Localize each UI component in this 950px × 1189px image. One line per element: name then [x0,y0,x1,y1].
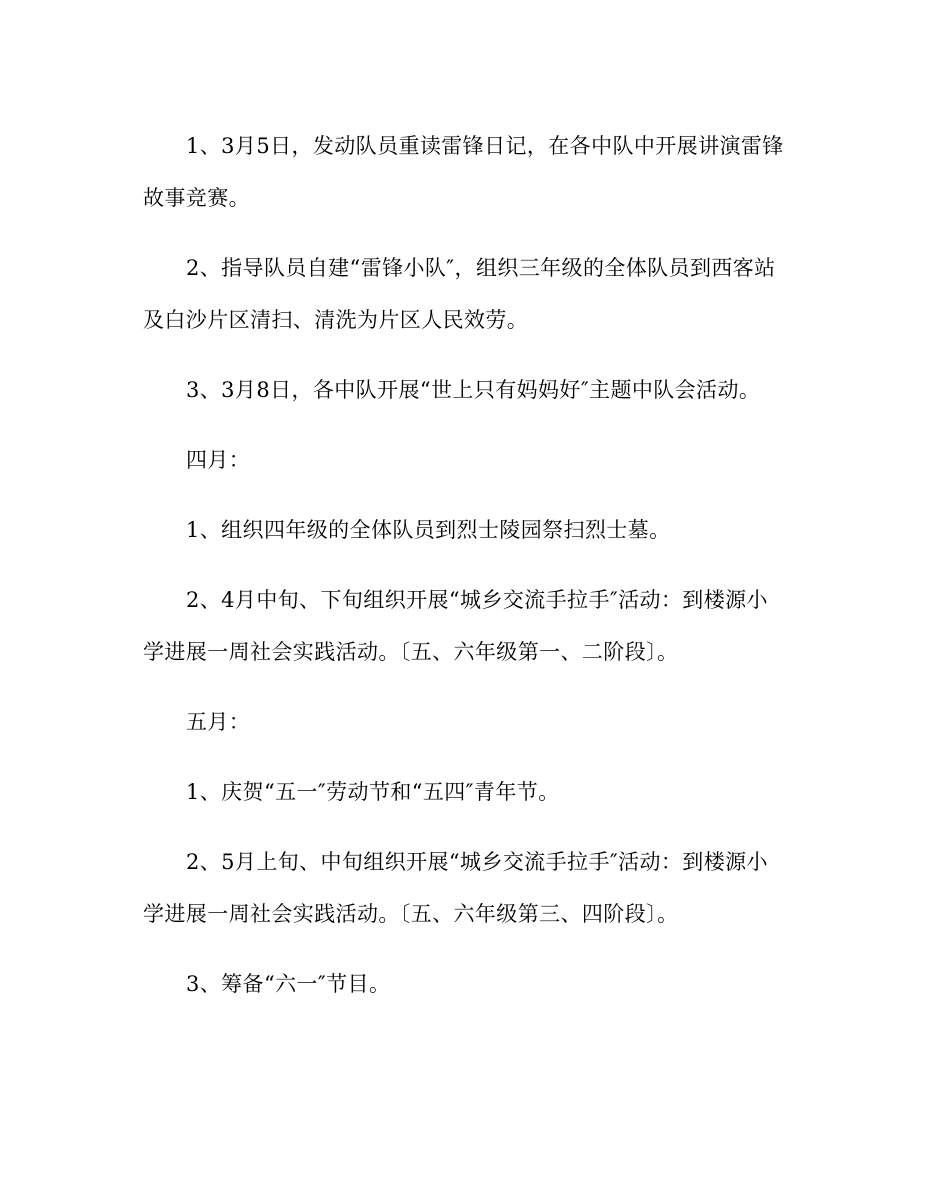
paragraph-line: 1、组织四年级的全体队员到烈士陵园祭扫烈士墓。 [186,518,671,542]
paragraph-line: 2、5月上旬、中旬组织开展“城乡交流手拉手″活动：到楼源小 [186,850,768,874]
paragraph-labor-youth-day [143,766,823,818]
paragraph-children-day-program [143,958,823,1010]
paragraph-april-exchange [143,574,823,678]
paragraph-line: 及白沙片区清扫、清洗为片区人民效劳。 [143,308,529,332]
paragraph-line: 3、3月8日，各中队开展“世上只有妈妈好″主题中队会活动。 [186,378,761,402]
paragraph-march-5-lei-feng-diary [143,120,823,224]
heading-may [143,696,823,748]
heading-april [143,434,823,486]
paragraph-martyrs-cemetery [143,504,823,556]
paragraph-line: 五月： [186,710,251,734]
paragraph-line: 2、4月中旬、下旬组织开展“城乡交流手拉手″活动：到楼源小 [186,588,768,612]
paragraph-line: 3、筹备“六一″节目。 [186,972,391,996]
paragraph-line: 2、指导队员自建“雷锋小队″，组织三年级的全体队员到西客站 [186,256,776,280]
paragraph-line: 学进展一周社会实践活动。〔五、六年级第三、四阶段〕。 [143,902,679,926]
paragraph-line: 四月： [186,448,251,472]
paragraph-line: 1、3月5日，发动队员重读雷锋日记，在各中队中开展讲演雷锋 [186,134,784,158]
paragraph-lei-feng-team [143,242,823,346]
paragraph-line: 故事竞赛。 [143,186,250,210]
paragraph-may-exchange [143,836,823,940]
paragraph-line: 1、庆贺“五一″劳动节和“五四″青年节。 [186,780,560,804]
paragraph-march-8-mothers [143,364,823,416]
paragraph-line: 学进展一周社会实践活动。〔五、六年级第一、二阶段〕。 [143,640,679,664]
